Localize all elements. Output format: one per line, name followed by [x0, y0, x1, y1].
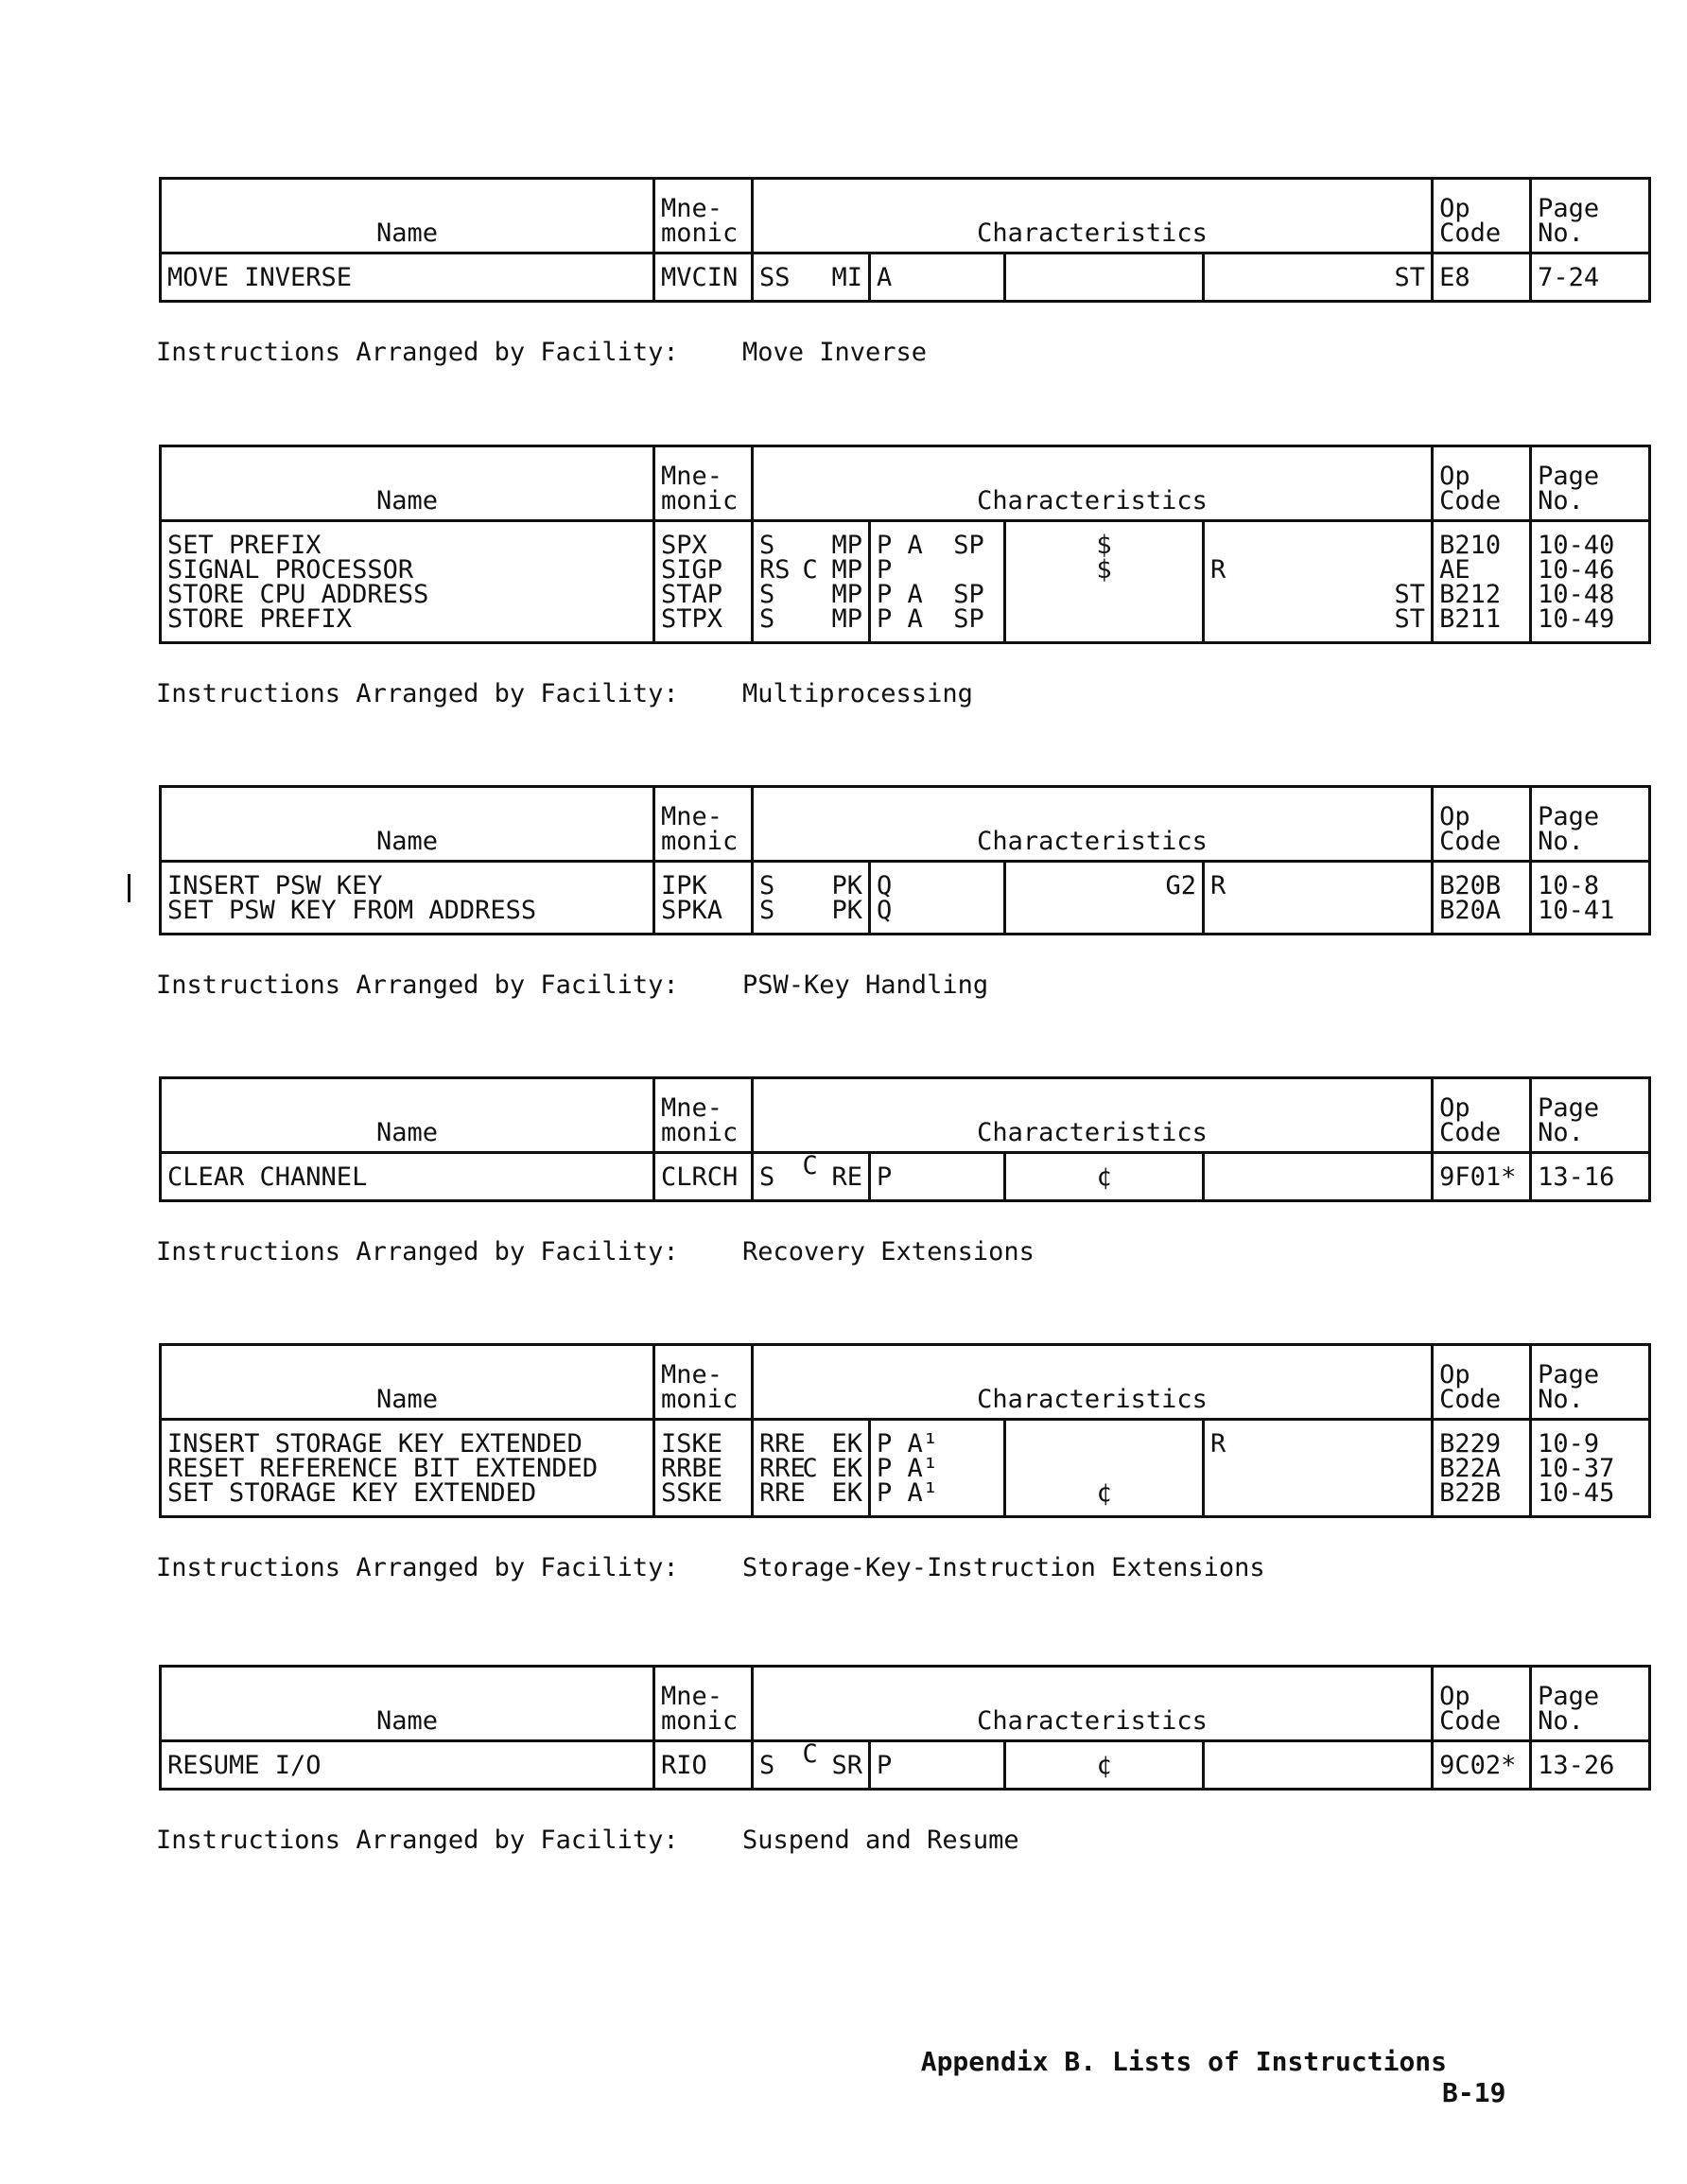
condition-code-flag	[803, 607, 826, 643]
page-footer	[889, 2015, 1506, 2108]
r-flag	[1204, 253, 1317, 302]
mnemonic: MVCIN	[654, 253, 753, 302]
table-header-row	[161, 1345, 1650, 1420]
page-number: 13-26	[1531, 1741, 1650, 1790]
mnemonic: STPX	[654, 607, 753, 643]
header-mnemonic: Mne- monic	[654, 1078, 753, 1153]
facility-caption	[156, 1826, 1019, 1855]
facility-name: Suspend and Resume	[742, 1826, 1019, 1855]
program-exceptions: P A¹	[870, 1420, 1005, 1458]
store-flag	[1317, 862, 1433, 900]
condition-code-flag	[803, 253, 826, 302]
r-flag	[1204, 607, 1317, 643]
mnemonic: ISKE	[654, 1420, 753, 1458]
page-number: 10-49	[1531, 607, 1650, 643]
format: S	[759, 580, 775, 609]
instruction-table	[159, 785, 1651, 935]
op-code: B22B	[1433, 1481, 1531, 1517]
condition-notes	[1005, 253, 1204, 302]
r-flag	[1204, 1481, 1317, 1517]
r-flag	[1204, 1457, 1317, 1481]
op-code: 9C02*	[1433, 1741, 1531, 1790]
page-number: 10-41	[1531, 899, 1650, 935]
condition-code-flag	[803, 899, 826, 935]
table-header-row	[161, 787, 1650, 862]
header-name: Name	[161, 1078, 654, 1153]
program-exceptions: P A¹	[870, 1457, 1005, 1481]
format: S	[759, 871, 775, 900]
condition-notes: ¢	[1005, 1741, 1204, 1790]
instruction-name: STORE CPU ADDRESS	[161, 583, 654, 607]
header-characteristics: Characteristics	[753, 1078, 1433, 1153]
mnemonic: SPX	[654, 521, 753, 559]
op-code: B22A	[1433, 1457, 1531, 1481]
instruction-table-block	[159, 1343, 1615, 1518]
instruction-table	[159, 177, 1651, 303]
instruction-table	[159, 445, 1651, 644]
facility-caption	[156, 338, 928, 367]
header-name: Name	[161, 446, 654, 521]
facility-caption	[156, 970, 989, 1000]
instruction-table-block	[159, 177, 1600, 303]
r-flag: R	[1210, 871, 1226, 900]
facility-code: MI	[826, 253, 870, 302]
op-code: B211	[1433, 607, 1531, 643]
op-code: AE	[1433, 558, 1531, 583]
instruction-table-block	[159, 785, 1615, 935]
condition-notes	[1005, 1420, 1204, 1458]
header-name: Name	[161, 1667, 654, 1741]
program-exceptions: P A SP	[870, 583, 1005, 607]
instruction-name: INSERT STORAGE KEY EXTENDED	[161, 1420, 654, 1458]
instruction-table-block	[159, 445, 1615, 644]
header-page: Page No.	[1531, 1078, 1650, 1153]
header-opcode: Op Code	[1433, 446, 1531, 521]
store-flag	[1317, 521, 1433, 559]
program-exceptions: P	[870, 1741, 1005, 1790]
condition-notes: G2	[1005, 862, 1204, 900]
instruction-name: INSERT PSW KEY	[161, 862, 654, 900]
instruction-name: MOVE INVERSE	[161, 253, 654, 302]
facility-code: MP	[826, 558, 870, 583]
footer-title: Appendix B. Lists of Instructions	[920, 2046, 1448, 2077]
program-exceptions: P A SP	[870, 521, 1005, 559]
instruction-table-block	[159, 1076, 1615, 1202]
facility-code: EK	[826, 1481, 870, 1517]
caption-prefix: Instructions Arranged by Facility:	[156, 679, 679, 708]
facility-caption	[156, 1237, 1035, 1267]
footer-page-number: B-19	[1442, 2077, 1506, 2108]
store-flag	[1317, 899, 1433, 935]
table-row	[161, 521, 1650, 559]
caption-prefix: Instructions Arranged by Facility:	[156, 1237, 679, 1267]
table-row	[161, 862, 1650, 900]
store-flag	[1317, 1420, 1433, 1458]
instruction-name: SET PREFIX	[161, 521, 654, 559]
header-page: Page No.	[1531, 446, 1650, 521]
store-flag	[1317, 1481, 1433, 1517]
facility-code: MP	[826, 583, 870, 607]
page-number: 10-48	[1531, 583, 1650, 607]
instruction-table	[159, 1343, 1651, 1518]
condition-notes: $	[1005, 558, 1204, 583]
facility-name: PSW-Key Handling	[742, 970, 989, 1000]
table-row	[161, 1481, 1650, 1517]
r-flag	[1204, 521, 1317, 559]
header-page: Page No.	[1531, 1667, 1650, 1741]
header-characteristics: Characteristics	[753, 1345, 1433, 1420]
condition-code-flag	[803, 583, 826, 607]
facility-code: MP	[826, 521, 870, 559]
store-flag: ST	[1317, 253, 1433, 302]
store-flag	[1317, 1457, 1433, 1481]
condition-notes: $	[1005, 521, 1204, 559]
header-characteristics: Characteristics	[753, 787, 1433, 862]
revision-bar	[128, 874, 130, 902]
header-mnemonic: Mne- monic	[654, 787, 753, 862]
facility-name: Recovery Extensions	[742, 1237, 1035, 1267]
header-mnemonic: Mne- monic	[654, 179, 753, 253]
r-flag	[1204, 1741, 1317, 1790]
facility-caption	[156, 679, 973, 708]
mnemonic: SPKA	[654, 899, 753, 935]
r-flag: R	[1210, 1429, 1226, 1459]
facility-code: MP	[826, 607, 870, 643]
header-page: Page No.	[1531, 179, 1650, 253]
format: SS	[759, 263, 791, 292]
condition-notes	[1005, 583, 1204, 607]
instruction-name: STORE PREFIX	[161, 607, 654, 643]
header-opcode: Op Code	[1433, 1345, 1531, 1420]
facility-name: Move Inverse	[742, 338, 928, 367]
mnemonic: SSKE	[654, 1481, 753, 1517]
condition-code-flag	[803, 1420, 826, 1458]
mnemonic: IPK	[654, 862, 753, 900]
table-row	[161, 1420, 1650, 1458]
table-row	[161, 1153, 1650, 1201]
op-code: B20A	[1433, 899, 1531, 935]
header-mnemonic: Mne- monic	[654, 1345, 753, 1420]
program-exceptions: Q	[870, 862, 1005, 900]
condition-code-flag	[803, 521, 826, 559]
page-number: 10-46	[1531, 558, 1650, 583]
header-characteristics: Characteristics	[753, 446, 1433, 521]
op-code: B20B	[1433, 862, 1531, 900]
program-exceptions: A	[870, 253, 1005, 302]
instruction-name: SIGNAL PROCESSOR	[161, 558, 654, 583]
table-header-row	[161, 446, 1650, 521]
header-characteristics: Characteristics	[753, 1667, 1433, 1741]
table-row	[161, 1741, 1650, 1790]
facility-name: Multiprocessing	[742, 679, 973, 708]
instruction-table-block	[159, 1665, 1615, 1791]
table-row	[161, 607, 1650, 643]
page-number: 10-9	[1531, 1420, 1650, 1458]
program-exceptions: Q	[870, 899, 1005, 935]
facility-code: PK	[826, 899, 870, 935]
header-opcode: Op Code	[1433, 1078, 1531, 1153]
header-opcode: Op Code	[1433, 787, 1531, 862]
header-name: Name	[161, 179, 654, 253]
facility-name: Storage-Key-Instruction Extensions	[742, 1553, 1265, 1582]
page-number: 13-16	[1531, 1153, 1650, 1201]
store-flag: ST	[1317, 583, 1433, 607]
store-flag	[1317, 1741, 1433, 1790]
mnemonic: CLRCH	[654, 1153, 753, 1201]
condition-notes	[1005, 899, 1204, 935]
instruction-name: SET PSW KEY FROM ADDRESS	[161, 899, 654, 935]
facility-code: EK	[826, 1457, 870, 1481]
header-opcode: Op Code	[1433, 179, 1531, 253]
facility-code: RE	[826, 1153, 870, 1201]
program-exceptions: P A¹	[870, 1481, 1005, 1517]
r-flag	[1204, 583, 1317, 607]
header-page: Page No.	[1531, 787, 1650, 862]
header-name: Name	[161, 787, 654, 862]
condition-notes: ¢	[1005, 1153, 1204, 1201]
page-number: 10-45	[1531, 1481, 1650, 1517]
format: S	[759, 1162, 775, 1192]
program-exceptions: P	[870, 558, 1005, 583]
mnemonic: RIO	[654, 1741, 753, 1790]
op-code: B229	[1433, 1420, 1531, 1458]
format: RS	[759, 555, 791, 585]
header-characteristics: Characteristics	[753, 179, 1433, 253]
page-number: 7-24	[1531, 253, 1650, 302]
op-code: E8	[1433, 253, 1531, 302]
facility-code: PK	[826, 862, 870, 900]
instruction-table	[159, 1665, 1651, 1791]
op-code: B212	[1433, 583, 1531, 607]
header-mnemonic: Mne- monic	[654, 446, 753, 521]
table-header-row	[161, 1667, 1650, 1741]
store-flag	[1317, 1153, 1433, 1201]
mnemonic: SIGP	[654, 558, 753, 583]
caption-prefix: Instructions Arranged by Facility:	[156, 338, 679, 367]
condition-code-flag	[803, 1481, 826, 1517]
table-header-row	[161, 1078, 1650, 1153]
caption-prefix: Instructions Arranged by Facility:	[156, 1553, 679, 1582]
table-header-row	[161, 179, 1650, 253]
condition-code-flag	[803, 862, 826, 900]
facility-code: SR	[826, 1741, 870, 1790]
condition-code-flag: C	[802, 555, 818, 585]
header-opcode: Op Code	[1433, 1667, 1531, 1741]
facility-caption	[156, 1553, 1265, 1582]
facility-code: EK	[826, 1420, 870, 1458]
page-number: 10-40	[1531, 521, 1650, 559]
format: RRE	[759, 1429, 806, 1459]
instruction-name: SET STORAGE KEY EXTENDED	[161, 1481, 654, 1517]
condition-notes: ¢	[1005, 1481, 1204, 1517]
store-flag: ST	[1317, 607, 1433, 643]
table-row	[161, 253, 1650, 302]
r-flag	[1204, 899, 1317, 935]
caption-prefix: Instructions Arranged by Facility:	[156, 970, 679, 1000]
instruction-name: RESET REFERENCE BIT EXTENDED	[161, 1457, 654, 1481]
format: S	[759, 896, 775, 925]
format: RRE	[759, 1454, 806, 1483]
instruction-table	[159, 1076, 1651, 1202]
header-name: Name	[161, 1345, 654, 1420]
condition-notes	[1005, 607, 1204, 643]
condition-code-flag: C	[802, 1739, 818, 1769]
instruction-name: CLEAR CHANNEL	[161, 1153, 654, 1201]
header-page: Page No.	[1531, 1345, 1650, 1420]
page-number: 10-8	[1531, 862, 1650, 900]
header-mnemonic: Mne- monic	[654, 1667, 753, 1741]
program-exceptions: P	[870, 1153, 1005, 1201]
condition-code-flag: C	[802, 1454, 818, 1483]
program-exceptions: P A SP	[870, 607, 1005, 643]
format: S	[759, 531, 775, 560]
r-flag: R	[1210, 555, 1226, 585]
op-code: B210	[1433, 521, 1531, 559]
mnemonic: STAP	[654, 583, 753, 607]
instruction-name: RESUME I/O	[161, 1741, 654, 1790]
format: S	[759, 1751, 775, 1780]
caption-prefix: Instructions Arranged by Facility:	[156, 1826, 679, 1855]
r-flag	[1204, 1153, 1317, 1201]
op-code: 9F01*	[1433, 1153, 1531, 1201]
mnemonic: RRBE	[654, 1457, 753, 1481]
table-row	[161, 899, 1650, 935]
page-number: 10-37	[1531, 1457, 1650, 1481]
format: RRE	[759, 1478, 806, 1508]
format: S	[759, 604, 775, 634]
condition-code-flag: C	[802, 1151, 818, 1180]
